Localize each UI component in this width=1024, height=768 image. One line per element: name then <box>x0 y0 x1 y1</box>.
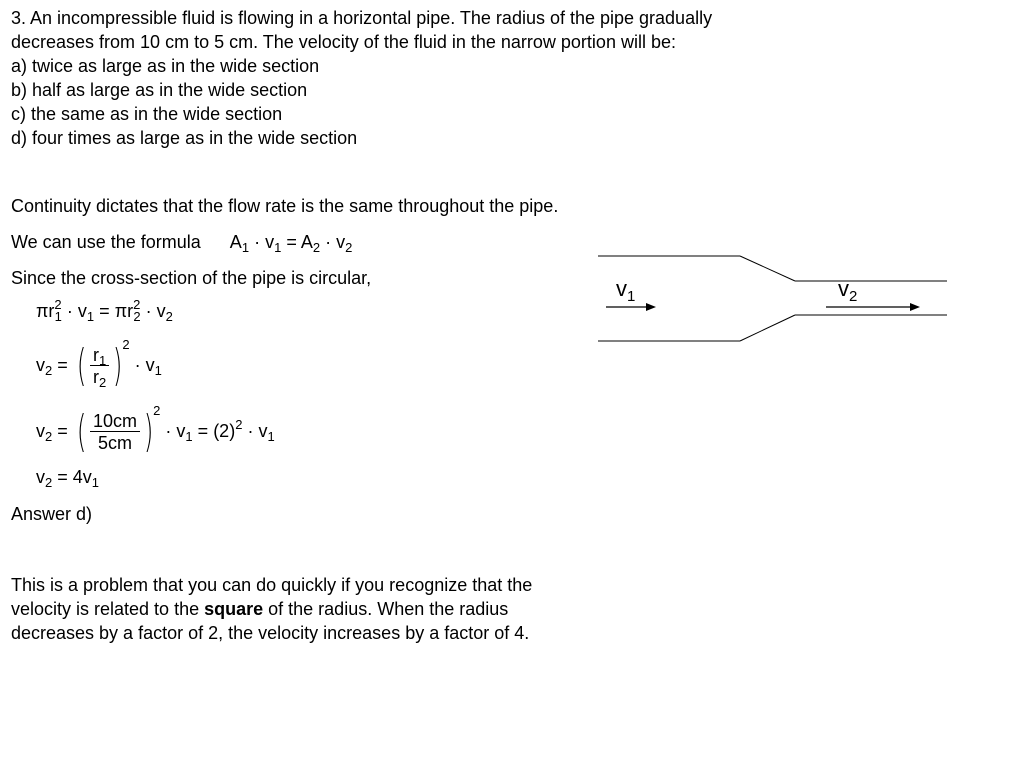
equation-result: $v_2 = 4v_1$ <box>36 467 100 490</box>
equation-values: $v_2$ = ( $\frac{10cm}{5cm}$ )$^2 \cdot v_1 = (2)^2 \cdot v_1$ <box>36 403 275 458</box>
arrow-v1-head <box>646 303 656 311</box>
pipe-taper-bottom <box>740 315 795 341</box>
explanation-line-3: decreases by a factor of 2, the velocity increases by a factor of 4. <box>11 623 530 643</box>
label-v1: $v_1$ <box>616 276 636 305</box>
option-d: d) four times as large as in the wide section <box>11 128 358 148</box>
question-line-1: 3. An incompressible fluid is flowing in a horizontal pipe. The radius of the pipe gradually <box>11 8 713 28</box>
option-c: c) the same as in the wide section <box>11 104 283 124</box>
answer-text: Answer d) <box>11 504 93 524</box>
explanation-line-1: This is a problem that you can do quickly if you recognize that the <box>11 575 533 595</box>
question-line-2: decreases from 10 cm to 5 cm. The velocity of the fluid in the narrow portion will be: <box>11 32 676 52</box>
pipe-taper-top <box>740 256 795 281</box>
arrow-v2-head <box>910 303 920 311</box>
explanation-line-2: velocity is related to the square of the radius. When the radius <box>11 599 509 619</box>
option-a: a) twice as large as in the wide section <box>11 56 320 76</box>
label-v2: $v_2$ <box>838 276 858 305</box>
continuity-text: Continuity dictates that the flow rate is the same throughout the pipe. <box>11 196 559 216</box>
circular-text: Since the cross-section of the pipe is circular, <box>11 268 372 288</box>
formula-line <box>11 230 352 254</box>
equation-ratio: $v_2$ = ( $\frac{r_1}{r_2}$ )$^2 \cdot v_1$ <box>36 337 162 392</box>
continuity-formula: $A_1 \cdot v_1 = A_2 \cdot v_2$ <box>229 232 353 255</box>
pipe-diagram <box>590 240 950 350</box>
equation-area: $\pi r^2_1 \cdot v_1 = \pi r^2_2 \cdot v_2$ <box>36 297 173 324</box>
formula-intro: We can use the formula <box>11 232 201 252</box>
option-b: b) half as large as in the wide section <box>11 80 308 100</box>
emphasis-square: square <box>204 599 264 619</box>
